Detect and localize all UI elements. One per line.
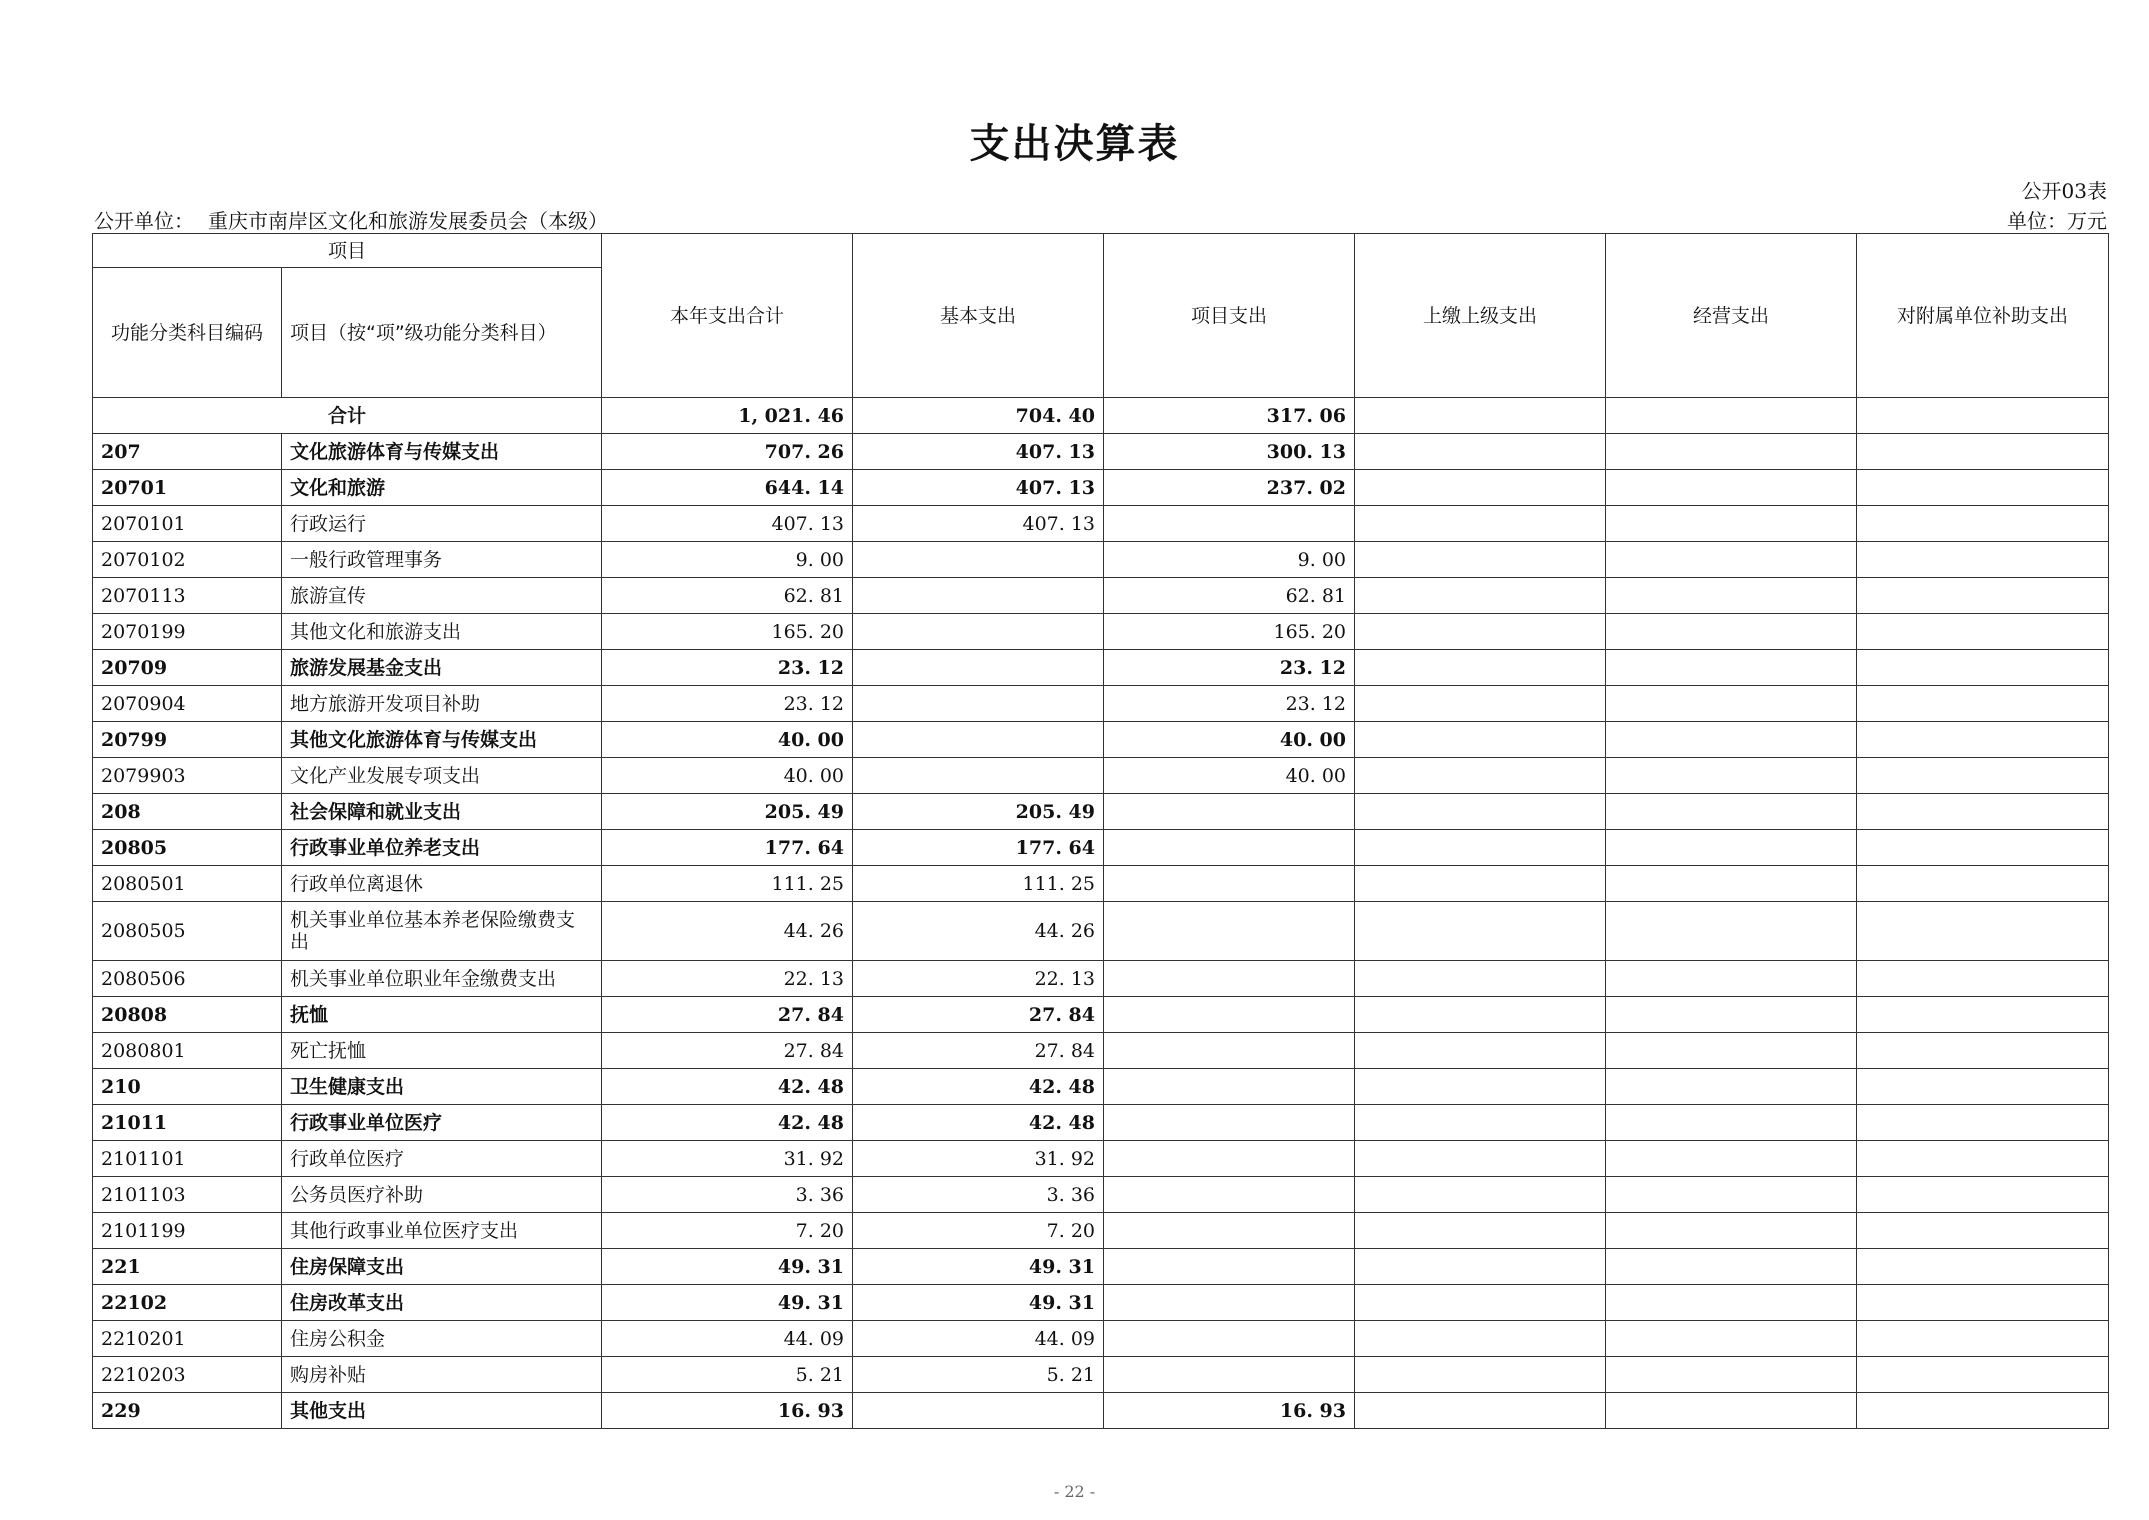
row-total: 707. 26 <box>602 434 853 470</box>
row-code: 2070102 <box>93 542 282 578</box>
row-project <box>1104 830 1355 866</box>
row-project <box>1104 961 1355 997</box>
row-name: 其他行政事业单位医疗支出 <box>282 1213 602 1249</box>
row-business <box>1606 1069 1857 1105</box>
row-upper <box>1355 866 1606 902</box>
header-basic: 基本支出 <box>853 234 1104 398</box>
row-upper <box>1355 686 1606 722</box>
row-basic: 5. 21 <box>853 1357 1104 1393</box>
row-project: 9. 00 <box>1104 542 1355 578</box>
row-basic: 27. 84 <box>853 1033 1104 1069</box>
row-name: 行政运行 <box>282 506 602 542</box>
page-title: 支出决算表 <box>969 121 1180 167</box>
table-row <box>93 1357 2109 1393</box>
row-project <box>1104 506 1355 542</box>
row-name: 一般行政管理事务 <box>282 542 602 578</box>
header-subsidy: 对附属单位补助支出 <box>1857 234 2109 398</box>
form-number: 公开03表 <box>2021 179 2107 203</box>
total-project: 317. 06 <box>1104 398 1355 434</box>
row-business <box>1606 1285 1857 1321</box>
row-business <box>1606 830 1857 866</box>
row-name: 住房改革支出 <box>282 1285 602 1321</box>
row-name: 购房补贴 <box>282 1357 602 1393</box>
row-business <box>1606 1249 1857 1285</box>
row-name: 公务员医疗补助 <box>282 1177 602 1213</box>
header-upper: 上缴上级支出 <box>1355 234 1606 398</box>
row-basic: 407. 13 <box>853 506 1104 542</box>
row-basic: 49. 31 <box>853 1249 1104 1285</box>
row-code: 20805 <box>93 830 282 866</box>
row-basic <box>853 578 1104 614</box>
row-name: 住房保障支出 <box>282 1249 602 1285</box>
row-basic: 3. 36 <box>853 1177 1104 1213</box>
row-subsidy <box>1857 1249 2109 1285</box>
row-subsidy <box>1857 578 2109 614</box>
row-total: 407. 13 <box>602 506 853 542</box>
row-business <box>1606 1177 1857 1213</box>
row-subsidy <box>1857 997 2109 1033</box>
row-project: 40. 00 <box>1104 722 1355 758</box>
row-name: 文化产业发展专项支出 <box>282 758 602 794</box>
row-project <box>1104 1177 1355 1213</box>
total-basic: 704. 40 <box>853 398 1104 434</box>
row-upper <box>1355 902 1606 961</box>
row-code: 2080505 <box>93 902 282 961</box>
row-upper <box>1355 506 1606 542</box>
row-code: 21011 <box>93 1105 282 1141</box>
row-basic: 31. 92 <box>853 1141 1104 1177</box>
row-business <box>1606 1105 1857 1141</box>
table-row <box>93 1393 2109 1429</box>
row-project <box>1104 902 1355 961</box>
row-code: 207 <box>93 434 282 470</box>
row-basic: 111. 25 <box>853 866 1104 902</box>
row-upper <box>1355 434 1606 470</box>
table-row <box>93 1141 2109 1177</box>
row-business <box>1606 1357 1857 1393</box>
row-total: 205. 49 <box>602 794 853 830</box>
row-basic: 42. 48 <box>853 1105 1104 1141</box>
row-basic: 407. 13 <box>853 470 1104 506</box>
org-label: 公开单位： <box>94 209 194 233</box>
row-total: 42. 48 <box>602 1069 853 1105</box>
row-basic <box>853 1393 1104 1429</box>
row-subsidy <box>1857 1213 2109 1249</box>
row-total: 9. 00 <box>602 542 853 578</box>
row-business <box>1606 614 1857 650</box>
row-subsidy <box>1857 1285 2109 1321</box>
row-total: 7. 20 <box>602 1213 853 1249</box>
unit-label: 单位：万元 <box>2007 209 2107 233</box>
row-code: 2080506 <box>93 961 282 997</box>
row-upper <box>1355 1393 1606 1429</box>
total-business <box>1606 398 1857 434</box>
row-business <box>1606 470 1857 506</box>
row-total: 62. 81 <box>602 578 853 614</box>
row-business <box>1606 1321 1857 1357</box>
row-code: 2070199 <box>93 614 282 650</box>
row-upper <box>1355 1249 1606 1285</box>
row-code: 20709 <box>93 650 282 686</box>
row-project <box>1104 1033 1355 1069</box>
row-business <box>1606 1033 1857 1069</box>
row-upper <box>1355 1357 1606 1393</box>
row-code: 20701 <box>93 470 282 506</box>
row-code: 2210201 <box>93 1321 282 1357</box>
row-business <box>1606 758 1857 794</box>
row-upper <box>1355 1177 1606 1213</box>
row-total: 27. 84 <box>602 1033 853 1069</box>
row-upper <box>1355 1285 1606 1321</box>
row-subsidy <box>1857 650 2109 686</box>
row-project <box>1104 1069 1355 1105</box>
row-project: 16. 93 <box>1104 1393 1355 1429</box>
row-subsidy <box>1857 686 2109 722</box>
row-project: 300. 13 <box>1104 434 1355 470</box>
total-label: 合计 <box>93 398 602 434</box>
row-subsidy <box>1857 542 2109 578</box>
header-project: 项目 <box>93 234 602 268</box>
row-name: 行政单位医疗 <box>282 1141 602 1177</box>
row-subsidy <box>1857 1357 2109 1393</box>
row-code: 2080501 <box>93 866 282 902</box>
row-basic <box>853 686 1104 722</box>
row-code: 2101101 <box>93 1141 282 1177</box>
table-row <box>93 794 2109 830</box>
row-code: 2070101 <box>93 506 282 542</box>
row-code: 2101103 <box>93 1177 282 1213</box>
table-row <box>93 1105 2109 1141</box>
row-business <box>1606 1141 1857 1177</box>
row-code: 210 <box>93 1069 282 1105</box>
table-row <box>93 866 2109 902</box>
row-subsidy <box>1857 1033 2109 1069</box>
row-subsidy <box>1857 758 2109 794</box>
expenditure-table <box>92 233 2109 1429</box>
table-row <box>93 1321 2109 1357</box>
table-row <box>93 961 2109 997</box>
row-upper <box>1355 578 1606 614</box>
row-name: 行政事业单位医疗 <box>282 1105 602 1141</box>
row-project <box>1104 1249 1355 1285</box>
row-name: 地方旅游开发项目补助 <box>282 686 602 722</box>
header-name: 项目（按“项”级功能分类科目） <box>282 268 602 398</box>
row-upper <box>1355 650 1606 686</box>
row-subsidy <box>1857 902 2109 961</box>
row-basic: 177. 64 <box>853 830 1104 866</box>
row-business <box>1606 902 1857 961</box>
row-total: 27. 84 <box>602 997 853 1033</box>
table-row <box>93 470 2109 506</box>
row-name: 社会保障和就业支出 <box>282 794 602 830</box>
row-subsidy <box>1857 1105 2109 1141</box>
row-project: 237. 02 <box>1104 470 1355 506</box>
row-name: 文化和旅游 <box>282 470 602 506</box>
row-subsidy <box>1857 1141 2109 1177</box>
total-row <box>93 398 2109 434</box>
row-subsidy <box>1857 1321 2109 1357</box>
row-name: 其他文化旅游体育与传媒支出 <box>282 722 602 758</box>
row-subsidy <box>1857 722 2109 758</box>
row-total: 40. 00 <box>602 722 853 758</box>
row-code: 20808 <box>93 997 282 1033</box>
row-total: 42. 48 <box>602 1105 853 1141</box>
row-name: 抚恤 <box>282 997 602 1033</box>
row-project <box>1104 1141 1355 1177</box>
row-subsidy <box>1857 866 2109 902</box>
row-name: 卫生健康支出 <box>282 1069 602 1105</box>
row-total: 111. 25 <box>602 866 853 902</box>
row-upper <box>1355 614 1606 650</box>
row-name: 旅游发展基金支出 <box>282 650 602 686</box>
row-name: 行政事业单位养老支出 <box>282 830 602 866</box>
table-row <box>93 614 2109 650</box>
row-project <box>1104 1321 1355 1357</box>
row-upper <box>1355 1105 1606 1141</box>
row-code: 2080801 <box>93 1033 282 1069</box>
row-project: 23. 12 <box>1104 650 1355 686</box>
row-subsidy <box>1857 1393 2109 1429</box>
row-code: 20799 <box>93 722 282 758</box>
row-total: 49. 31 <box>602 1249 853 1285</box>
row-upper <box>1355 997 1606 1033</box>
row-business <box>1606 686 1857 722</box>
row-total: 31. 92 <box>602 1141 853 1177</box>
row-name: 文化旅游体育与传媒支出 <box>282 434 602 470</box>
row-project <box>1104 997 1355 1033</box>
org-name: 重庆市南岸区文化和旅游发展委员会（本级） <box>208 209 608 233</box>
row-subsidy <box>1857 506 2109 542</box>
row-basic: 49. 31 <box>853 1285 1104 1321</box>
total-upper <box>1355 398 1606 434</box>
row-code: 2070113 <box>93 578 282 614</box>
header-code: 功能分类科目编码 <box>93 268 282 398</box>
table-row <box>93 1249 2109 1285</box>
row-total: 22. 13 <box>602 961 853 997</box>
row-name: 其他支出 <box>282 1393 602 1429</box>
row-upper <box>1355 542 1606 578</box>
row-total: 644. 14 <box>602 470 853 506</box>
org-line <box>94 205 608 234</box>
row-basic <box>853 758 1104 794</box>
row-basic <box>853 722 1104 758</box>
row-subsidy <box>1857 1177 2109 1213</box>
row-project <box>1104 866 1355 902</box>
row-code: 2079903 <box>93 758 282 794</box>
row-business <box>1606 1393 1857 1429</box>
table-row <box>93 542 2109 578</box>
row-project: 23. 12 <box>1104 686 1355 722</box>
row-code: 2070904 <box>93 686 282 722</box>
row-name: 行政单位离退休 <box>282 866 602 902</box>
total-sum: 1, 021. 46 <box>602 398 853 434</box>
row-code: 22102 <box>93 1285 282 1321</box>
row-code: 2101199 <box>93 1213 282 1249</box>
table-row <box>93 1033 2109 1069</box>
row-total: 3. 36 <box>602 1177 853 1213</box>
row-subsidy <box>1857 470 2109 506</box>
row-total: 165. 20 <box>602 614 853 650</box>
row-business <box>1606 961 1857 997</box>
row-total: 49. 31 <box>602 1285 853 1321</box>
row-business <box>1606 997 1857 1033</box>
row-basic <box>853 614 1104 650</box>
row-business <box>1606 506 1857 542</box>
row-basic: 7. 20 <box>853 1213 1104 1249</box>
page-number: - 22 - <box>1053 1482 1096 1501</box>
header-business: 经营支出 <box>1606 234 1857 398</box>
row-upper <box>1355 758 1606 794</box>
table-row <box>93 830 2109 866</box>
row-project: 40. 00 <box>1104 758 1355 794</box>
row-total: 16. 93 <box>602 1393 853 1429</box>
table-row <box>93 902 2109 961</box>
row-project <box>1104 1105 1355 1141</box>
table-row <box>93 1177 2109 1213</box>
row-project: 165. 20 <box>1104 614 1355 650</box>
row-upper <box>1355 1321 1606 1357</box>
row-upper <box>1355 470 1606 506</box>
header-total: 本年支出合计 <box>602 234 853 398</box>
row-basic: 44. 26 <box>853 902 1104 961</box>
row-basic: 407. 13 <box>853 434 1104 470</box>
row-subsidy <box>1857 961 2109 997</box>
row-total: 44. 26 <box>602 902 853 961</box>
table-row <box>93 997 2109 1033</box>
row-business <box>1606 650 1857 686</box>
row-upper <box>1355 830 1606 866</box>
row-business <box>1606 794 1857 830</box>
row-total: 40. 00 <box>602 758 853 794</box>
table-row <box>93 1069 2109 1105</box>
row-code: 229 <box>93 1393 282 1429</box>
row-basic <box>853 542 1104 578</box>
row-upper <box>1355 1213 1606 1249</box>
row-name: 旅游宣传 <box>282 578 602 614</box>
row-upper <box>1355 1141 1606 1177</box>
row-project: 62. 81 <box>1104 578 1355 614</box>
row-project <box>1104 794 1355 830</box>
row-code: 221 <box>93 1249 282 1285</box>
row-business <box>1606 542 1857 578</box>
row-name: 机关事业单位职业年金缴费支出 <box>282 961 602 997</box>
row-project <box>1104 1357 1355 1393</box>
table-row <box>93 1213 2109 1249</box>
row-code: 208 <box>93 794 282 830</box>
row-business <box>1606 866 1857 902</box>
table-row <box>93 1285 2109 1321</box>
table-row <box>93 758 2109 794</box>
row-project <box>1104 1213 1355 1249</box>
row-code: 2210203 <box>93 1357 282 1393</box>
table-row <box>93 686 2109 722</box>
row-upper <box>1355 1069 1606 1105</box>
table-row <box>93 722 2109 758</box>
row-subsidy <box>1857 434 2109 470</box>
row-business <box>1606 722 1857 758</box>
row-basic: 42. 48 <box>853 1069 1104 1105</box>
row-subsidy <box>1857 794 2109 830</box>
row-name: 机关事业单位基本养老保险缴费支出 <box>282 902 602 961</box>
row-business <box>1606 434 1857 470</box>
row-business <box>1606 1213 1857 1249</box>
row-name: 死亡抚恤 <box>282 1033 602 1069</box>
row-total: 177. 64 <box>602 830 853 866</box>
row-upper <box>1355 794 1606 830</box>
row-upper <box>1355 1033 1606 1069</box>
row-basic: 27. 84 <box>853 997 1104 1033</box>
row-name: 住房公积金 <box>282 1321 602 1357</box>
table-row <box>93 434 2109 470</box>
row-total: 5. 21 <box>602 1357 853 1393</box>
table-row <box>93 650 2109 686</box>
row-upper <box>1355 722 1606 758</box>
row-subsidy <box>1857 1069 2109 1105</box>
row-basic <box>853 650 1104 686</box>
row-basic: 205. 49 <box>853 794 1104 830</box>
row-total: 23. 12 <box>602 686 853 722</box>
row-total: 23. 12 <box>602 650 853 686</box>
row-basic: 44. 09 <box>853 1321 1104 1357</box>
header-project-expense: 项目支出 <box>1104 234 1355 398</box>
row-business <box>1606 578 1857 614</box>
total-subsidy <box>1857 398 2109 434</box>
row-project <box>1104 1285 1355 1321</box>
row-basic: 22. 13 <box>853 961 1104 997</box>
row-upper <box>1355 961 1606 997</box>
row-total: 44. 09 <box>602 1321 853 1357</box>
table-row <box>93 506 2109 542</box>
table-row <box>93 578 2109 614</box>
row-name: 其他文化和旅游支出 <box>282 614 602 650</box>
row-subsidy <box>1857 830 2109 866</box>
row-subsidy <box>1857 614 2109 650</box>
